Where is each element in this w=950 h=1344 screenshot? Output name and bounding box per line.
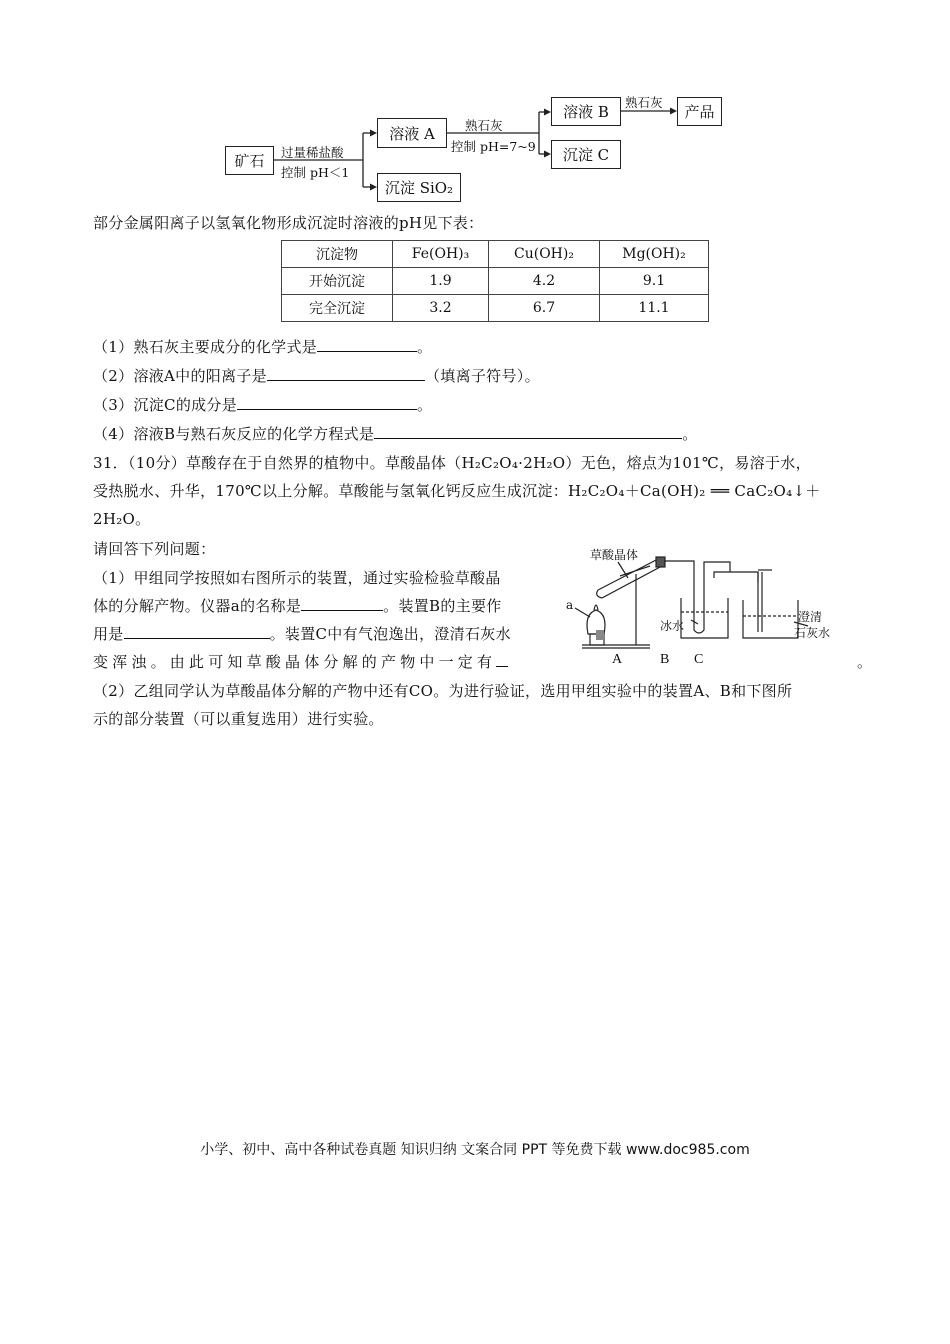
- table-cell: 开始沉淀: [282, 268, 393, 295]
- answer-blank[interactable]: [301, 596, 383, 611]
- question-4-text: （4）溶液B与熟石灰反应的化学方程式是: [93, 425, 375, 443]
- flow-arrows: [0, 0, 950, 210]
- sio2-box: [377, 173, 461, 202]
- q31-p1-line-1: （1）甲组同学按照如右图所示的装置，通过实验检验草酸晶: [93, 569, 501, 587]
- ore-box: [225, 146, 274, 175]
- label-A: A: [612, 652, 623, 667]
- table-cell: 9.1: [600, 268, 709, 295]
- solution-b-box: [551, 97, 621, 126]
- table-cell: 沉淀物: [282, 241, 393, 268]
- apparatus-figure: [558, 542, 858, 670]
- question-4: [93, 423, 698, 444]
- q31-p1-line-3: [93, 623, 511, 644]
- q31-p1-line-2: [93, 595, 502, 616]
- acid-label: 过量稀盐酸: [281, 145, 344, 160]
- answer-blank[interactable]: [267, 366, 425, 381]
- q31-p1-line-2-text: 体的分解产物。仪器a的名称是: [93, 597, 302, 615]
- lime-ph-label: 控制 pH=7~9: [451, 139, 536, 154]
- q31-p1-line-4-end: 。: [857, 653, 873, 671]
- lime-water-label-1: 澄清: [798, 610, 823, 624]
- precipitate-c-label: 沉淀 C: [562, 146, 610, 164]
- table-cell: 3.2: [393, 295, 489, 322]
- table-cell: 6.7: [489, 295, 600, 322]
- q31-line-2: 受热脱水、升华，170℃以上分解。草酸能与氢氧化钙反应生成沉淀：H₂C₂O₄＋Ca(OH)₂ ══ CaC₂O₄↓＋: [93, 482, 821, 500]
- precipitate-c-box: [551, 140, 621, 169]
- ice-water-label: 冰水: [660, 619, 685, 633]
- crystal-label: 草酸晶体: [590, 548, 639, 562]
- question-2: [93, 365, 540, 386]
- product-box: [677, 97, 722, 126]
- lime-label-1: 熟石灰: [465, 118, 503, 133]
- answer-blank[interactable]: [237, 395, 417, 410]
- question-1: [93, 336, 432, 357]
- acid-ph-label: 控制 pH＜1: [281, 165, 350, 180]
- q31-p1-line-4: [93, 651, 508, 672]
- label-C: C: [694, 652, 704, 667]
- q31-ask: 请回答下列问题：: [93, 540, 216, 558]
- q31-line-1: 31．（10分）草酸存在于自然界的植物中。草酸晶体（H₂C₂O₄·2H₂O）无色，熔点为101℃，易溶于水，: [93, 454, 811, 472]
- label-a: a: [566, 598, 574, 612]
- table-cell: 4.2: [489, 268, 600, 295]
- solution-b-label: 溶液 B: [563, 103, 609, 121]
- ore-label: 矿石: [234, 152, 265, 170]
- lime-water-label-2: 石灰水: [794, 626, 831, 640]
- page-footer: 小学、初中、高中各种试卷真题 知识归纳 文案合同 PPT 等免费下载 www.doc985.com: [200, 1142, 750, 1158]
- table-row: [282, 268, 709, 295]
- table-cell: 1.9: [393, 268, 489, 295]
- table-cell: Mg(OH)₂: [600, 241, 709, 268]
- sio2-label: 沉淀 SiO₂: [384, 179, 454, 197]
- solution-a-box: [377, 118, 447, 148]
- solution-a-label: 溶液 A: [389, 124, 435, 143]
- q31-p2-line-2: 示的部分装置（可以重复选用）进行实验。: [93, 710, 384, 728]
- q31-p1-line-3-end: 。装置C中有气泡逸出，澄清石灰水: [269, 625, 511, 643]
- q31-p1-line-4-text: 变浑浊。由此可知草酸晶体分解的产物中一定有: [93, 653, 497, 671]
- q31-p2-line-1: （2）乙组同学认为草酸晶体分解的产物中还有CO。为进行验证，选用甲组实验中的装置A、B和下图所: [93, 682, 793, 700]
- q31-line-3: 2H₂O。: [93, 510, 151, 528]
- question-1-text: （1）熟石灰主要成分的化学式是: [93, 338, 318, 356]
- product-label: 产品: [684, 103, 715, 121]
- question-1-end: 。: [417, 338, 433, 356]
- question-4-end: 。: [682, 425, 698, 443]
- intro-text: 部分金属阳离子以氢氧化物形成沉淀时溶液的pH见下表：: [93, 214, 484, 232]
- answer-blank[interactable]: [317, 337, 417, 352]
- answer-blank[interactable]: [496, 652, 508, 667]
- question-2-end: （填离子符号）。: [424, 367, 540, 385]
- question-3: [93, 394, 432, 415]
- question-3-end: 。: [417, 396, 433, 414]
- answer-blank[interactable]: [374, 424, 682, 439]
- ph-table: [281, 240, 709, 322]
- label-B: B: [660, 652, 670, 667]
- lime-label-2: 熟石灰: [625, 95, 663, 110]
- table-cell: Cu(OH)₂: [489, 241, 600, 268]
- question-3-text: （3）沉淀C的成分是: [93, 396, 238, 414]
- table-cell: 完全沉淀: [282, 295, 393, 322]
- q31-p1-line-2-end: 。装置B的主要作: [383, 597, 502, 615]
- q31-p1-line-3-text: 用是: [93, 625, 124, 643]
- table-header-row: [282, 241, 709, 268]
- question-2-text: （2）溶液A中的阳离子是: [93, 367, 267, 385]
- answer-blank[interactable]: [124, 624, 270, 639]
- table-row: [282, 295, 709, 322]
- table-cell: 11.1: [600, 295, 709, 322]
- table-cell: Fe(OH)₃: [393, 241, 489, 268]
